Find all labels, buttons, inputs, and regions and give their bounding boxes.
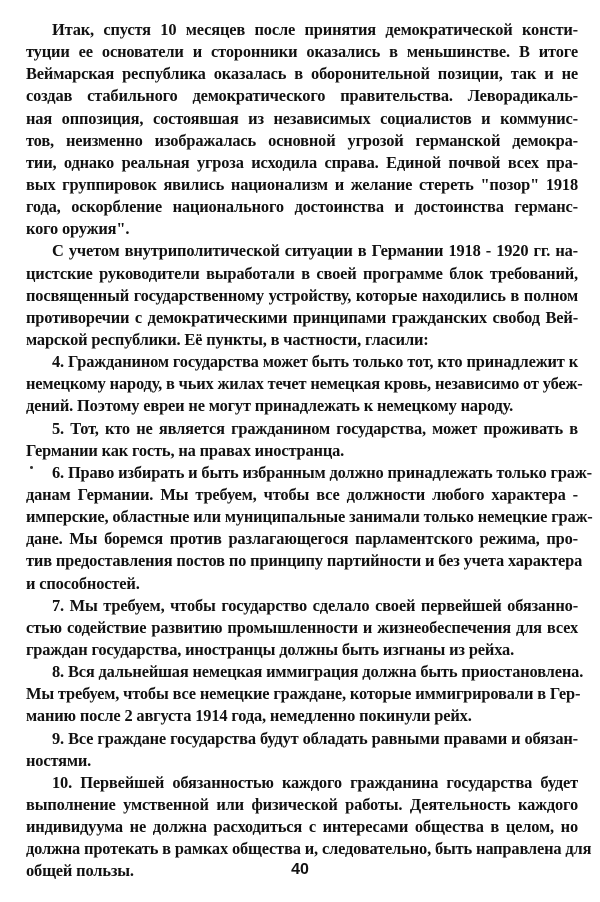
text-line: 5. Тот, кто не является гражданином государства, может проживать в [52, 418, 578, 438]
text-line: года, оскорбление национального достоинства и достоинства германс- [26, 197, 578, 217]
program-item-4 [26, 351, 583, 417]
text-line: 7. Мы требуем, чтобы государство сделало своей первейшей обязанно- [52, 595, 578, 615]
paragraph [26, 240, 578, 351]
text-line: дений. Поэтому евреи не могут принадлежать к немецкому народу. [26, 396, 514, 416]
text-line: граждан государства, иностранцы должны быть изгнаны из рейха. [26, 639, 515, 659]
program-item-8 [26, 661, 584, 727]
text-line: Итак, спустя 10 месяцев после принятия демократической консти- [52, 20, 578, 39]
text-line: 8. Вся дальнейшая немецкая иммиграция должна быть приостановлена. [52, 662, 584, 682]
paragraph [26, 19, 578, 240]
text-line: ностями. [26, 750, 92, 770]
text-line: индивидуума не должна расходиться с интересами общества в целом, но [26, 817, 578, 837]
text-line: Германии как гость, на правах иностранца. [26, 440, 345, 460]
text-line: общей пользы. [26, 861, 134, 881]
text-line: дане. Мы боремся против разлагающегося парламентского режима, про- [26, 529, 578, 549]
text-line: имперские, областные или муниципальные занимали только немецкие граж- [26, 507, 593, 527]
page-number: 40 [291, 861, 309, 878]
text-line: 10. Первейшей обязанностью каждого гражданина государства будет [52, 772, 578, 792]
text-line: 4. Гражданином государства может быть только тот, кто принадлежит к [52, 352, 578, 372]
text-line: и способностей. [26, 573, 140, 593]
text-line: тии, однако реальная угроза исходила справа. Единой почвой всех пра- [26, 152, 578, 172]
program-item-9 [26, 728, 578, 772]
text-line: Веймарская республика оказалась в оборонительной позиции, так и не [26, 64, 578, 84]
text-line: туции ее основатели и сторонники оказались в меньшинстве. В итоге [26, 42, 578, 62]
text-line: марской республики. Её пункты, в частности, гласили: [26, 329, 429, 349]
text-line: немецкому народу, в чьих жилах течет немецкая кровь, независимо от убеж- [26, 374, 583, 394]
program-item-7 [26, 595, 578, 661]
text-line: выполнение умственной или физической работы. Деятельность каждого [26, 794, 578, 814]
text-line: стью содействие развитию промышленности и жизнеобеспечения для всех [26, 617, 578, 637]
text-line: ная оппозиция, состоявшая из независимых социалистов и коммунис- [26, 108, 578, 128]
text-line: кого оружия". [26, 219, 130, 239]
text-line: тов, неизменно изображалась основной угрозой германской демокра- [26, 130, 578, 150]
text-line: посвященный государственному устройству, которые находились в полном [26, 285, 578, 305]
text-line: противоречии с демократическими принципами гражданских свобод Вей- [26, 307, 578, 327]
scan-artifact-dot [30, 466, 33, 469]
text-line: цистские руководители выработали в своей программе блок требований, [26, 263, 578, 283]
text-line: данам Германии. Мы требуем, чтобы все должности любого характера - [26, 484, 578, 504]
program-item-6 [26, 462, 593, 595]
text-line: 9. Все граждане государства будут обладать равными правами и обязан- [52, 728, 578, 748]
text-line: манию после 2 августа 1914 года, немедленно покинули рейх. [26, 706, 472, 726]
body-text [26, 19, 593, 882]
text-line: вых группировок явились национализм и желание стереть "позор" 1918 [26, 174, 578, 194]
program-item-5 [26, 418, 578, 462]
text-line: должна протекать в рамках общества и, следовательно, быть направлена для [26, 839, 592, 859]
text-line: 6. Право избирать и быть избранным должно принадлежать только граж- [52, 462, 592, 482]
text-line: С учетом внутриполитической ситуации в Германии 1918 - 1920 гг. на- [52, 241, 578, 261]
text-line: тив предоставления постов по принципу партийности и без учета характера [26, 551, 583, 571]
text-line: Мы требуем, чтобы все немецкие граждане, которые иммигрировали в Гер- [26, 684, 581, 704]
text-line: создав стабильного демократического правительства. Леворадикаль- [26, 86, 578, 106]
